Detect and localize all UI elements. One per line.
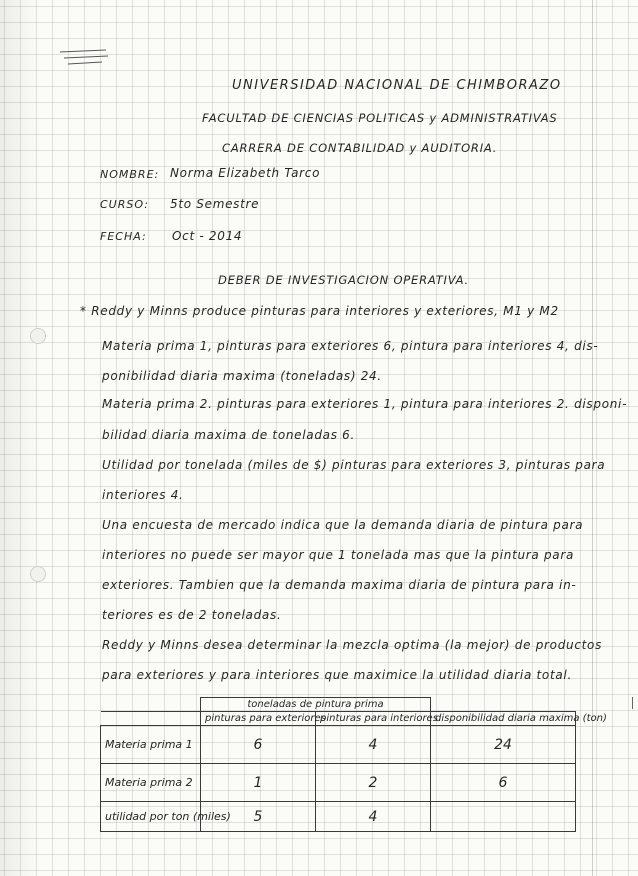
text-line: Una encuesta de mercado indica que la demanda diaria de pintura para [102, 518, 584, 532]
table-cell: 2 [316, 764, 431, 802]
text-line: Reddy y Minns desea determinar la mezcla optima (la mejor) de productos [102, 638, 603, 652]
text-line: exteriores. Tambien que la demanda maxima diaria de pintura para in- [102, 578, 577, 592]
table-row [101, 764, 576, 802]
table-header-row [101, 712, 576, 726]
corner-scribble [58, 46, 110, 70]
name-label: NOMBRE: [100, 168, 160, 181]
faculty-title: FACULTAD DE CIENCIAS POLITICAS y ADMINISTRATIVAS [202, 111, 558, 125]
page-edge-shadow [0, 0, 40, 876]
data-table [100, 697, 607, 832]
course-value: 5to Semestre [170, 197, 260, 211]
table-cell: 24 [431, 726, 576, 764]
table-cell: 6 [431, 764, 576, 802]
table-cell: 1 [201, 764, 316, 802]
text-line: teriores es de 2 toneladas. [102, 608, 282, 622]
table-cell: 5 [201, 802, 316, 832]
table-row [101, 802, 576, 832]
name-value: Norma Elizabeth Tarco [170, 166, 321, 180]
university-title: UNIVERSIDAD NACIONAL DE CHIMBORAZO [232, 78, 562, 93]
table-column-header: pinturas para interiores [316, 712, 431, 726]
career-title: CARRERA DE CONTABILIDAD y AUDITORIA. [222, 141, 498, 155]
row-label: utilidad por ton (miles) [101, 802, 201, 832]
table-group-header: toneladas de pintura prima [201, 698, 431, 712]
table-header-row [101, 698, 576, 712]
table-row [101, 726, 576, 764]
table-column-header: pinturas para exteriores [201, 712, 316, 726]
punch-hole [30, 328, 46, 344]
margin-line [592, 0, 593, 876]
punch-hole [30, 566, 46, 582]
table-cell: 4 [316, 802, 431, 832]
assignment-title: DEBER DE INVESTIGACION OPERATIVA. [218, 273, 469, 287]
table-column-header: disponibilidad diaria maxima (ton) [431, 712, 576, 726]
course-label: CURSO: [100, 198, 149, 211]
text-line: para exteriores y para interiores que maximice la utilidad diaria total. [102, 668, 572, 682]
text-line: interiores 4. [102, 488, 184, 502]
text-line: Utilidad por tonelada (miles de $) pinturas para exteriores 3, pinturas para [102, 458, 606, 472]
table-corner [101, 698, 201, 712]
text-line: bilidad diaria maxima de toneladas 6. [102, 428, 356, 442]
text-line: * Reddy y Minns produce pinturas para interiores y exteriores, M1 y M2 [80, 304, 559, 318]
date-value: Oct - 2014 [172, 229, 243, 243]
table-cell [431, 802, 576, 832]
text-line: Materia prima 2. pinturas para exteriores 1, pintura para interiores 2. disponi- [102, 397, 628, 411]
text-line: ponibilidad diaria maxima (toneladas) 24. [102, 369, 382, 383]
text-line: interiores no puede ser mayor que 1 tonelada mas que la pintura para [102, 548, 575, 562]
date-label: FECHA: [100, 230, 147, 243]
row-label: Materia prima 2 [101, 764, 201, 802]
text-line: Materia prima 1, pinturas para exteriores 6, pintura para interiores 4, dis- [102, 339, 599, 353]
table-cell: 4 [316, 726, 431, 764]
edge-mark [632, 697, 633, 709]
table-cell: 6 [201, 726, 316, 764]
row-label: Materia prima 1 [101, 726, 201, 764]
